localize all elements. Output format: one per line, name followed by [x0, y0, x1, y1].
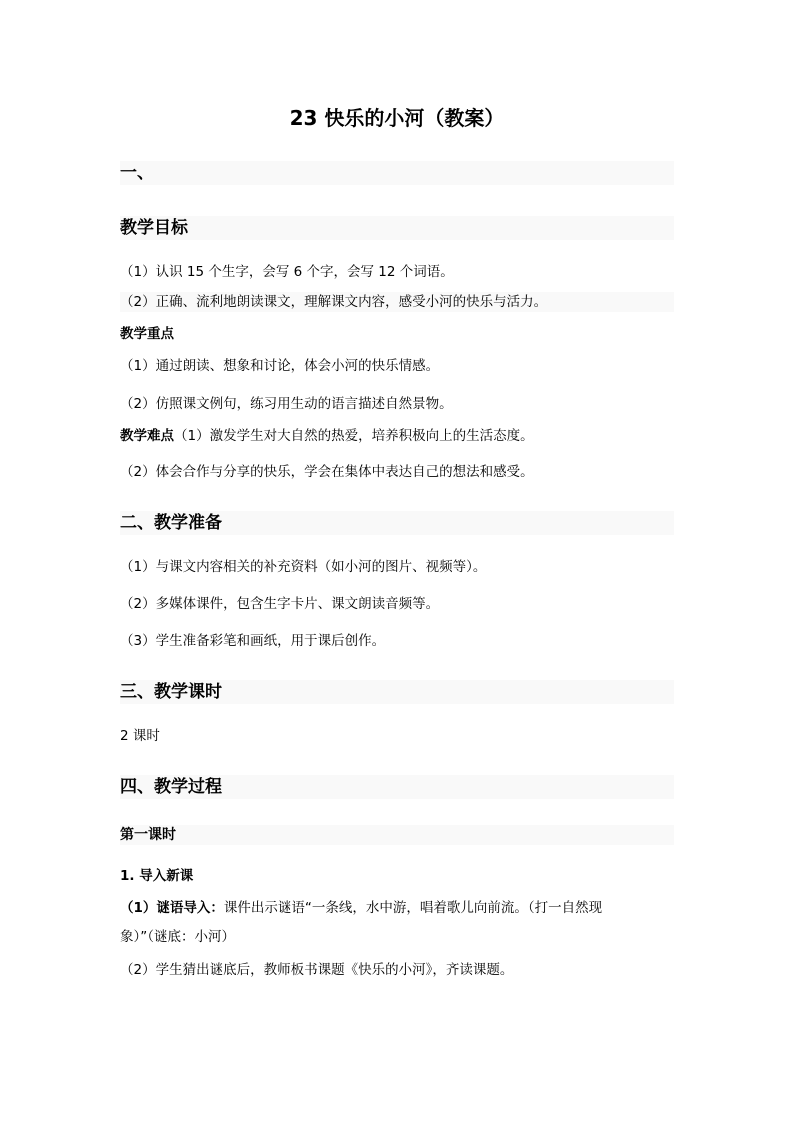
difficulty-label: 教学难点 — [120, 428, 174, 444]
lesson-hours: 2 课时 — [120, 728, 160, 744]
difficulty-item-2: （2）体会合作与分享的快乐，学会在集体中表达自己的想法和感受。 — [120, 464, 534, 480]
step-1-item-2: （2）学生猜出谜底后，教师板书课题《快乐的小河》，齐读课题。 — [120, 962, 514, 978]
prep-item-1: （1）与课文内容相关的补充资料（如小河的图片、视频等）。 — [120, 559, 487, 575]
section-heading-2: 二、教学准备 — [120, 511, 674, 535]
goal-item-2: （2）正确、流利地朗读课文，理解课文内容，感受小河的快乐与活力。 — [120, 292, 674, 312]
goal-item-1: （1）认识 15 个生字，会写 6 个字，会写 12 个词语。 — [120, 264, 454, 280]
prep-item-3: （3）学生准备彩笔和画纸，用于课后创作。 — [120, 633, 386, 649]
section-heading-3: 三、教学课时 — [120, 680, 674, 704]
page-title: 23 快乐的小河（教案） — [289, 106, 505, 130]
prep-item-2: （2）多媒体课件，包含生字卡片、课文朗读音频等。 — [120, 596, 440, 612]
section-heading-4: 四、教学过程 — [120, 775, 674, 799]
section-heading-1: 一、 — [120, 161, 674, 185]
step-1-text: 课件出示谜语“一条线，水中游，唱着歌儿向前流。（打一自然现 — [223, 900, 603, 916]
key-item-1: （1）通过朗读、想象和讨论，体会小河的快乐情感。 — [120, 358, 440, 374]
difficulty-line — [120, 426, 534, 446]
lesson-1-heading: 第一课时 — [120, 825, 674, 845]
difficulty-item-1: （1）激发学生对大自然的热爱，培养积极向上的生活态度。 — [174, 428, 534, 444]
key-item-2: （2）仿照课文例句，练习用生动的语言描述自然景物。 — [120, 396, 453, 412]
key-heading: 教学重点 — [120, 326, 174, 342]
step-1-item-1-cont: 象）”（谜底：小河） — [120, 929, 235, 945]
step-1-heading: 1. 导入新课 — [120, 868, 194, 884]
goal-heading: 教学目标 — [120, 216, 674, 240]
step-1-item-1 — [120, 898, 602, 918]
step-1-label: （1）谜语导入： — [120, 900, 224, 916]
